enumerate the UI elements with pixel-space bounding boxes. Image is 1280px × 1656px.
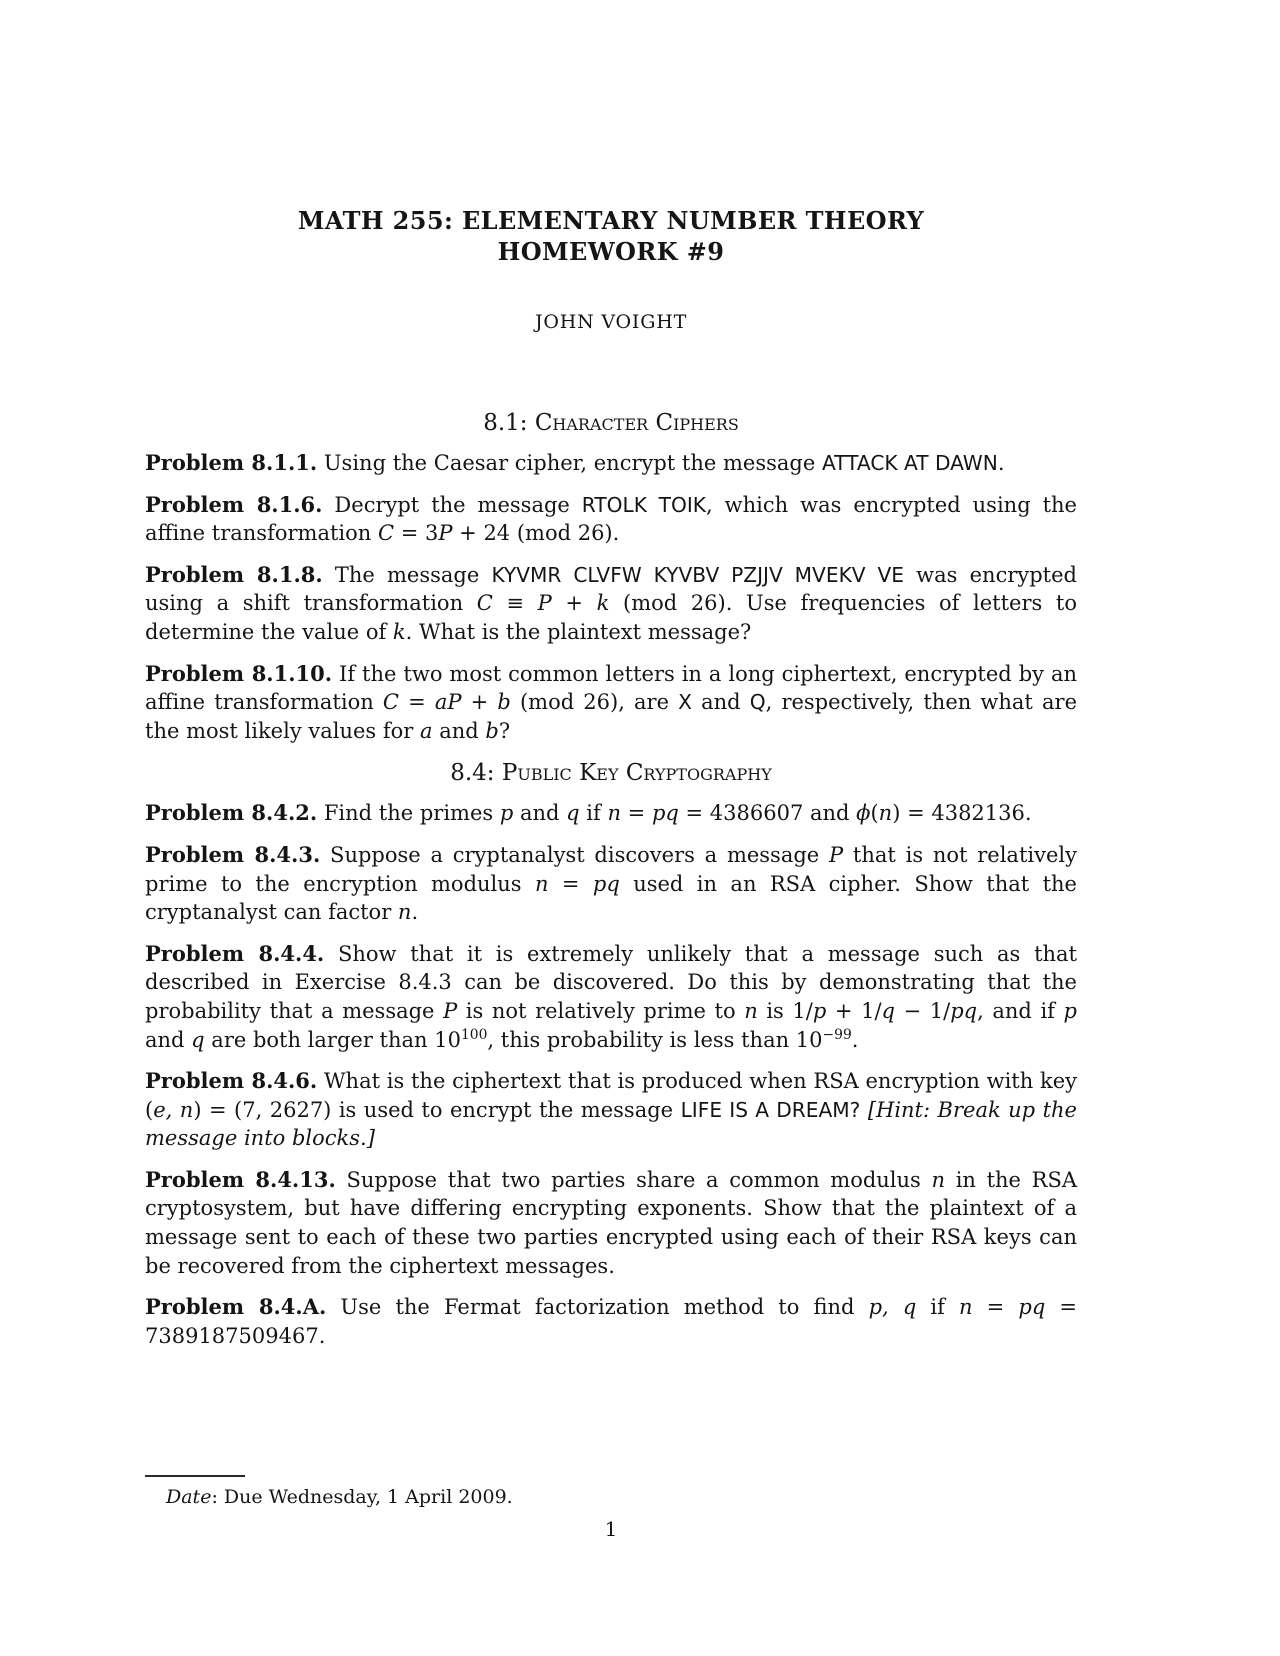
date-label: Date [166, 1486, 212, 1509]
text-segment: ≡ [492, 591, 538, 616]
text-segment: pq [950, 998, 978, 1023]
text-segment: Problem 8.4.13. [145, 1166, 336, 1192]
text-segment: ϕ [856, 801, 871, 826]
text-segment: ) = 4382136. [892, 801, 1032, 826]
problem-8-1-10 [145, 660, 1077, 746]
text-segment: n [744, 998, 758, 1023]
problem-8-4-13 [145, 1166, 1077, 1280]
text-segment: = [972, 1295, 1019, 1320]
text-segment: − 1/ [895, 998, 951, 1023]
text-segment: Using the Caesar cipher, encrypt the message [317, 451, 822, 475]
text-segment: + 1/ [826, 998, 882, 1023]
text-segment: Problem 8.4.3. [145, 841, 321, 867]
text-segment: P [443, 998, 458, 1023]
text-segment: = 4386607 and [678, 801, 857, 826]
text-segment: . [997, 451, 1005, 475]
text-segment [860, 1098, 867, 1122]
text-segment: n [534, 871, 549, 896]
text-segment: Problem 8.1.6. [145, 491, 323, 517]
text-segment: q [191, 1027, 205, 1052]
text-segment: Problem 8.4.4. [145, 940, 325, 966]
text-segment: a [420, 718, 433, 743]
section-heading-8-1: 8.1: Character Ciphers [483, 410, 739, 436]
text-segment: What is the ciphertext that is produced when RSA encryption with key ( [145, 1069, 1077, 1122]
text-segment: = [548, 871, 593, 896]
text-segment: LIFE IS A DREAM? [680, 1097, 861, 1122]
text-segment: q [881, 998, 895, 1023]
text-segment: C [382, 690, 399, 715]
text-segment: . What is the plaintext message? [405, 619, 752, 644]
problem-8-1-8 [145, 561, 1077, 647]
text-segment: = [620, 801, 652, 826]
problem-8-4-4 [145, 940, 1077, 1054]
text-segment: Problem 8.4.6. [145, 1068, 318, 1094]
text-segment: C [377, 521, 395, 546]
text-segment: The message [322, 562, 492, 587]
text-segment: ? [498, 718, 511, 743]
text-segment: in the RSA cryptosystem, but have differing encrypting exponents. Show that the plaintext of a message sent to each of these two parties encrypted using each of their RSA keys can be recovered from the ciphertext messages. [145, 1167, 1078, 1278]
footnote-rule [145, 1475, 245, 1477]
text-segment: (mod 26). Use frequencies of letters to determine the value of [145, 591, 1078, 644]
text-segment: n [931, 1167, 946, 1192]
text-segment: p [812, 998, 827, 1023]
document-page [145, 0, 1077, 1541]
text-segment: and [145, 1027, 192, 1052]
text-segment: ) = (7, 2627) is used to encrypt the message [193, 1097, 681, 1122]
text-segment: are both larger than 10 [204, 1027, 461, 1052]
text-segment: , and if [977, 998, 1064, 1023]
text-segment: Problem 8.1.1. [145, 450, 318, 475]
text-segment: . [851, 1027, 859, 1052]
text-segment: k [392, 619, 406, 644]
text-segment: KYVMR CLVFW KYVBV PZJJV MVEKV VE [491, 562, 905, 587]
text-segment: n [397, 900, 412, 925]
text-segment: e, n [153, 1097, 194, 1122]
text-segment: Find the primes [317, 801, 500, 826]
text-segment: aP [434, 690, 462, 715]
title-line-2: HOMEWORK #9 [497, 237, 725, 266]
text-segment: ( [870, 801, 879, 826]
date-line [145, 1486, 1077, 1508]
text-segment: X [678, 690, 692, 715]
text-segment: P [829, 842, 844, 867]
text-segment: . [411, 900, 419, 925]
text-segment: (mod 26), are [510, 690, 679, 715]
text-segment: p [1063, 998, 1077, 1023]
text-segment: Decrypt the message [322, 492, 582, 517]
text-segment: Problem 8.4.A. [145, 1294, 327, 1320]
document-header [145, 205, 1077, 333]
text-segment: = 3 [394, 521, 439, 546]
text-segment: Q [749, 690, 766, 715]
text-segment: , respectively, then what are the most likely values for [145, 690, 1077, 743]
page-footer [145, 1475, 1077, 1541]
text-segment: ATTACK AT DAWN [821, 451, 998, 475]
text-segment: if [579, 801, 608, 826]
text-segment: p [499, 801, 514, 826]
text-segment: n [878, 801, 893, 826]
text-segment: that is not relatively prime to the encryption modulus [145, 842, 1077, 896]
problem-8-4-6 [145, 1067, 1077, 1153]
text-segment: Use the Fermat factorization method to find [326, 1295, 869, 1320]
text-segment: + [551, 591, 597, 616]
text-segment: + [461, 690, 498, 715]
text-segment: used in an RSA cipher. Show that the cryptanalyst can factor [145, 871, 1077, 925]
text-segment: Suppose a cryptanalyst discovers a message [320, 842, 829, 867]
text-segment: pq [651, 801, 679, 826]
document-title [145, 205, 1077, 267]
text-segment: was encrypted using a shift transformation [145, 562, 1077, 616]
text-segment: n [607, 801, 621, 826]
text-segment: p, q [868, 1295, 917, 1320]
problem-8-4-2 [145, 799, 1077, 828]
problem-8-1-1 [145, 449, 1077, 478]
text-segment: if [916, 1295, 959, 1320]
text-segment: + 24 (mod 26). [452, 521, 620, 546]
title-line-1: MATH 255: ELEMENTARY NUMBER THEORY [297, 206, 925, 235]
problem-8-4-A [145, 1293, 1077, 1350]
text-segment: b [497, 690, 511, 715]
text-segment: If the two most common letters in a long ciphertext, encrypted by an affine transformation [145, 661, 1077, 715]
text-segment: , which was encrypted using the affine transformation [145, 492, 1077, 546]
text-segment: k [596, 591, 610, 616]
text-segment: pq [592, 871, 620, 896]
problem-8-4-3 [145, 841, 1077, 927]
text-segment: Problem 8.1.10. [145, 660, 333, 686]
text-segment: C [476, 591, 493, 616]
text-segment: and [691, 690, 750, 715]
text-segment: Problem 8.1.8. [145, 561, 323, 587]
section-heading-8-4: 8.4: Public Key Cryptography [450, 760, 772, 787]
text-segment: P [438, 521, 453, 546]
author-name: JOHN VOIGHT [534, 311, 688, 333]
text-segment: [Hint: Break up the message into blocks.] [145, 1097, 1077, 1151]
text-segment: RTOLK TOIK [581, 492, 706, 517]
text-segment: is 1/ [757, 998, 813, 1023]
text-segment: q [566, 801, 580, 826]
text-segment: Problem 8.4.2. [145, 800, 318, 826]
text-segment: P [537, 591, 552, 616]
text-segment: is not relatively prime to [457, 998, 745, 1023]
page-number: 1 [604, 1517, 618, 1542]
text-segment: , this probability is less than 10 [487, 1027, 823, 1052]
text-segment: b [485, 718, 499, 743]
text-segment: Show that it is extremely unlikely that a message such as that described in Exercise 8.4.3 can be discovered. Do this by demonstrating that the probability that a message [145, 941, 1077, 1023]
superscript: 100 [460, 1027, 488, 1044]
text-segment: = 7389187509467. [145, 1295, 1077, 1348]
problem-8-1-6 [145, 491, 1077, 548]
text-segment: Suppose that two parties share a common modulus [335, 1167, 932, 1192]
superscript: −99 [822, 1027, 852, 1044]
text-segment: and [432, 718, 486, 743]
text-segment: pq [1018, 1295, 1046, 1320]
text-segment: and [513, 801, 567, 826]
text-segment: n [959, 1295, 973, 1320]
date-text: : Due Wednesday, 1 April 2009. [211, 1486, 513, 1509]
text-segment: = [398, 690, 435, 715]
